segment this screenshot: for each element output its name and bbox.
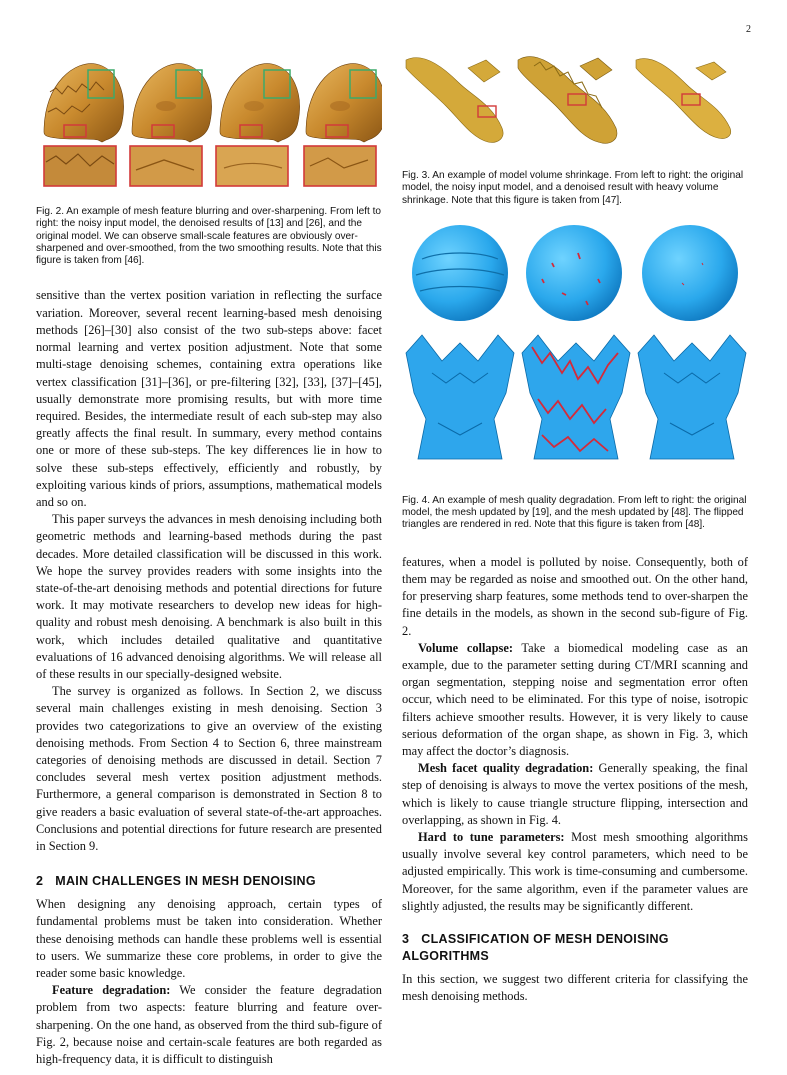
figure-3-image bbox=[402, 46, 748, 156]
feature-degradation-lead: Feature degradation: bbox=[52, 983, 171, 998]
left-paragraph-3: The survey is organized as follows. In Section 2, we discuss several main challenges existing in mesh denoising. Section 3 provides two categorizations to give an overview of the existing denoising methods. From Section 4 to Section 6, three mainstream categories of denoising methods are discussed in detail. Section 7 concludes several mesh vertex position adjustment methods. Furthermore, a general comparison is demonstrated in Section 8 to give readers a basic evaluation of several state-of-the-art approaches. Conclusions and potential directions for future research are presented in Section 9. bbox=[36, 684, 382, 853]
figure-4-caption: Fig. 4. An example of mesh quality degradation. From left to right: the original model, the mesh updated by [19], and the mesh updated by [48]. The flipped triangles are rendered in red. Note that this figure is taken from [48]. bbox=[402, 494, 747, 531]
volume-collapse-text: Take a biomedical modeling case as an example, due to the parameter setting during CT/MRI scanning and organ segmentation, stepping noise and segmentation error often occur, which need to be eliminated. For this type of noise, isotropic filters achieve smoother results. However, it is very likely to cause serious deformation of the organ shape, as shown in Fig. 3, which may affect the doctor’s diagnosis. bbox=[402, 640, 748, 759]
right-paragraph-1: features, when a model is polluted by noise. Consequently, both of them may be regarded as noise and smoothed out. On the other hand, for preserving sharp features, some methods tend to over-sharpen the fine details in the models, as shown in the second sub-figure of Fig. 2. bbox=[402, 554, 748, 638]
left-paragraph-1: sensitive than the vertex position variation in reflecting the surface variation. Moreover, several recent learning-based mesh denoising methods [26]–[30] also consist of the two sub-steps above: facet normal learning and vertex position adjustment. Note that some multi-stage denoising schemes, containing extra operations like vertex classification [31]–[36], or pre-filtering [32], [33], [37]–[45], usually demonstrate more promising results, but with more time required. Besides, the intermediate result of each sub-step may also greatly affects the final result. In summary, every method contains one or more of these sub-steps. The key differences lie in how to solve these sub-steps effectively, efficiently and robustly, by exploiting various kinds of priors, assumptions, mathematical models and so on. bbox=[36, 288, 382, 509]
head-model-noisy bbox=[44, 64, 124, 186]
figure-4 bbox=[402, 223, 748, 532]
parameters-lead: Hard to tune parameters: bbox=[418, 830, 565, 845]
figure-2 bbox=[36, 52, 382, 267]
facet-quality-text: Generally speaking, the final step of denoising is always to move the vertex positions of the mesh, which is likely to cause triangle structure flipping, intersection and overlapping, as shown in Fig. 4. bbox=[402, 761, 748, 827]
vessel-model-shrunk bbox=[636, 59, 731, 139]
section-2-heading bbox=[36, 873, 382, 890]
head-model-original bbox=[304, 64, 382, 186]
figure-2-caption: Fig. 2. An example of mesh feature blurring and over-sharpening. From left to right: the noisy input model, the denoised results of [13] and [26], and the original model. We can observe small-scale features are obviously over-sharpened and over-smoothed, from the two smoothing results. Note that this figure is taken from [46]. bbox=[36, 206, 382, 267]
figure-4-image bbox=[402, 223, 748, 479]
gargoyle-model-original bbox=[406, 335, 514, 459]
left-paragraph-4: When designing any denoising approach, certain types of fundamental problems must be taken into consideration. Whether these denoising methods can handle these problems well is essential to users. We summarize these core problems, in order to give the reader some basic knowledge. bbox=[36, 897, 382, 980]
vessel-model-noisy bbox=[518, 57, 617, 144]
facet-quality-lead: Mesh facet quality degradation: bbox=[418, 761, 594, 776]
section-2-number: 2 bbox=[36, 874, 44, 889]
figure-2-image bbox=[36, 52, 382, 188]
sphere-model-result-48 bbox=[642, 225, 738, 321]
head-model-result-13 bbox=[130, 64, 212, 186]
section-3-heading bbox=[402, 931, 748, 965]
left-paragraph-2: This paper surveys the advances in mesh denoising including both geometric methods and learning-based methods during the past decades. More detailed classification will be discussed in this work. We hope the survey provides readers with some insights into the state-of-the-art denoising methods and potential directions for future work. It may motivate researchers to develop new ideas for high-quality and robust mesh denoising. A benchmark is also built in this work, which includes detailed qualitative and quantitative evaluations of 16 advanced denoising algorithms. We will release all of these results in our specially-designed website. bbox=[36, 512, 382, 681]
sphere-model-original bbox=[412, 225, 508, 321]
feature-degradation-text: We consider the feature degradation problem from two aspects: feature blurring and feature over-sharpening. On the one hand, as observed from the third sub-figure of Fig. 2, because noise and certain-scale features are both regarded as high-frequency data, it is difficult to distinguish bbox=[36, 983, 382, 1067]
right-paragraph-3 bbox=[402, 760, 748, 829]
figure-3-caption: Fig. 3. An example of model volume shrinkage. From left to right: the original model, the noisy input model, and a denoised result with heavy volume shrinkage. Note that this figure is taken from [47]. bbox=[402, 170, 744, 206]
page-number: 2 bbox=[746, 24, 751, 35]
gargoyle-model-result-19 bbox=[522, 335, 630, 459]
section-3-number: 3 bbox=[402, 932, 410, 947]
head-model-result-26 bbox=[216, 64, 300, 186]
sphere-model-result-19 bbox=[526, 225, 622, 321]
parameters-text: Most mesh smoothing algorithms usually involve several key control parameters, which need to be adjusted empirically. This work is time-consuming and cumbersome. Moreover, for the same algorithm, even if the parameter values are slightly adjusted, the results may be significantly different. bbox=[402, 830, 749, 913]
vessel-model-original bbox=[406, 58, 503, 143]
figure-3 bbox=[402, 46, 748, 207]
right-paragraph-5: In this section, we suggest two different criteria for classifying the mesh denoising methods. bbox=[402, 972, 748, 1004]
gargoyle-model-result-48 bbox=[638, 335, 746, 459]
right-paragraph-4 bbox=[402, 829, 748, 915]
right-paragraph-2 bbox=[402, 640, 748, 760]
section-2-title: MAIN CHALLENGES IN MESH DENOISING bbox=[55, 874, 316, 889]
right-column bbox=[402, 46, 748, 1005]
volume-collapse-lead: Volume collapse: bbox=[418, 640, 513, 655]
section-3-title: CLASSIFICATION OF MESH DENOISING ALGORITHMS bbox=[402, 932, 669, 964]
left-column bbox=[36, 52, 382, 1068]
left-paragraph-5 bbox=[36, 982, 382, 1068]
